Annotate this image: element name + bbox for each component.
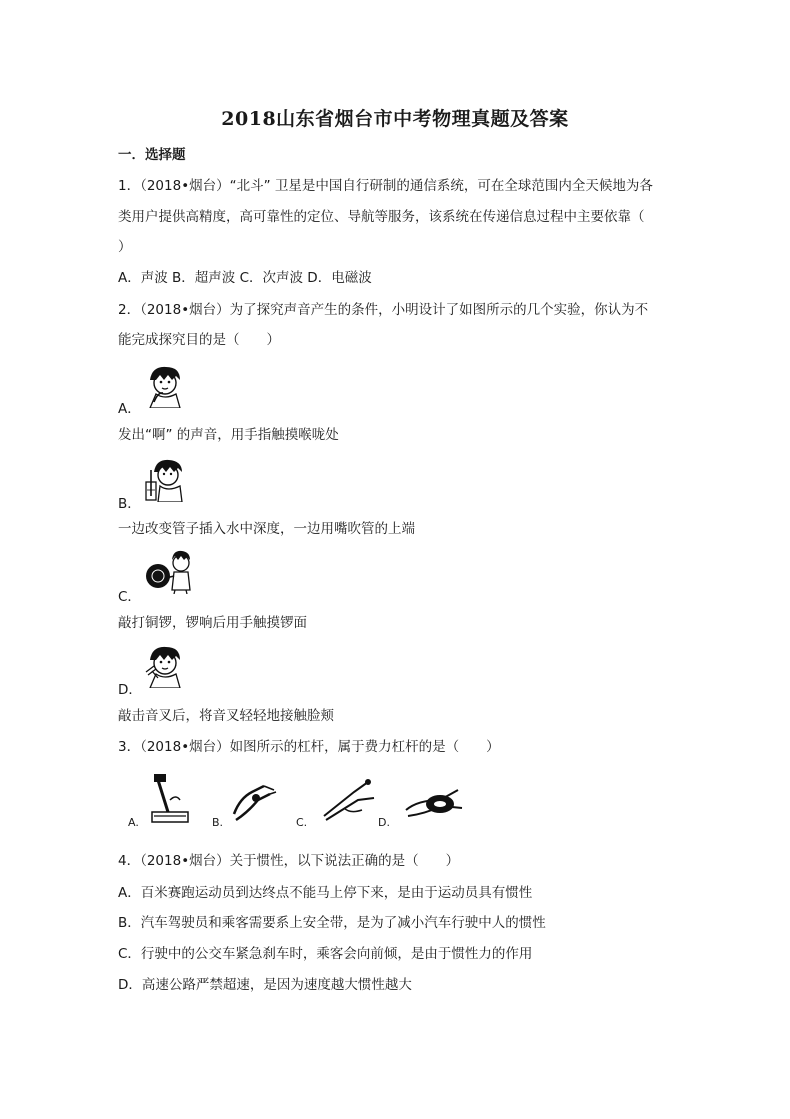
q2-option-a-label: A． — [118, 401, 141, 417]
q4-option-a: A．百米赛跑运动员到达终点不能马上停下来，是由于运动员具有惯性 — [118, 885, 533, 901]
q3-stem: 3．（2018•烟台）如图所示的杠杆，属于费力杠杆的是（ ） — [118, 739, 500, 755]
q2-option-d-text: 敲击音叉后，将音叉轻轻地接触脸颊 — [118, 708, 334, 724]
q2-option-d-label: D． — [118, 682, 142, 698]
q4-stem: 4．（2018•烟台）关于惯性，以下说法正确的是（ ） — [118, 853, 460, 869]
q2-figure-a-throat — [142, 362, 188, 408]
section-heading: 一．选择题 — [118, 147, 186, 163]
q2-option-b-text: 一边改变管子插入水中深度，一边用嘴吹管的上端 — [118, 521, 415, 537]
q2-option-c-text: 敲打铜锣，锣响后用手触摸锣面 — [118, 615, 307, 631]
q2-figure-d-tuning-fork — [142, 642, 188, 688]
q2-stem-line2: 能完成探究目的是（ ） — [118, 332, 280, 348]
document-title: 2018山东省烟台市中考物理真题及答案 — [221, 108, 569, 130]
lever-d-label: D. — [378, 816, 390, 829]
lever-a-label: A. — [128, 816, 139, 829]
lever-d-drawing — [406, 790, 462, 816]
q4-option-c: C．行驶中的公交车紧急刹车时，乘客会向前倾，是由于惯性力的作用 — [118, 946, 533, 962]
q3-levers-figure — [118, 770, 468, 832]
q2-figure-b-tube — [142, 456, 188, 502]
q4-option-b: B．汽车驾驶员和乘客需要系上安全带，是为了减小汽车行驶中人的惯性 — [118, 915, 546, 931]
q2-option-a-text: 发出“啊” 的声音，用手指触摸喉咙处 — [118, 427, 339, 443]
q1-stem-line3: ） — [118, 239, 132, 255]
lever-c-label: C. — [296, 816, 308, 829]
lever-b-label: B. — [212, 816, 224, 829]
q2-stem-line1: 2．（2018•烟台）为了探究声音产生的条件，小明设计了如图所示的几个实验，你认为不 — [118, 302, 649, 318]
lever-c-drawing — [324, 779, 374, 820]
q2-option-b-label: B． — [118, 496, 141, 512]
q1-stem-line1: 1．（2018•烟台）“北斗” 卫星是中国自行研制的通信系统，可在全球范围内全天候地为各 — [118, 178, 653, 194]
q4-option-d: D．高速公路严禁超速，是因为速度越大惯性越大 — [118, 977, 412, 993]
lever-b-drawing — [234, 786, 276, 820]
lever-a-drawing — [152, 774, 188, 822]
q1-stem-line2: 类用户提供高精度，高可靠性的定位、导航等服务，该系统在传递信息过程中主要依靠（ — [118, 209, 645, 225]
q2-figure-c-gong — [142, 548, 192, 594]
q1-options: A．声波 B．超声波 C．次声波 D．电磁波 — [118, 270, 372, 286]
q2-option-c-label: C． — [118, 589, 141, 605]
